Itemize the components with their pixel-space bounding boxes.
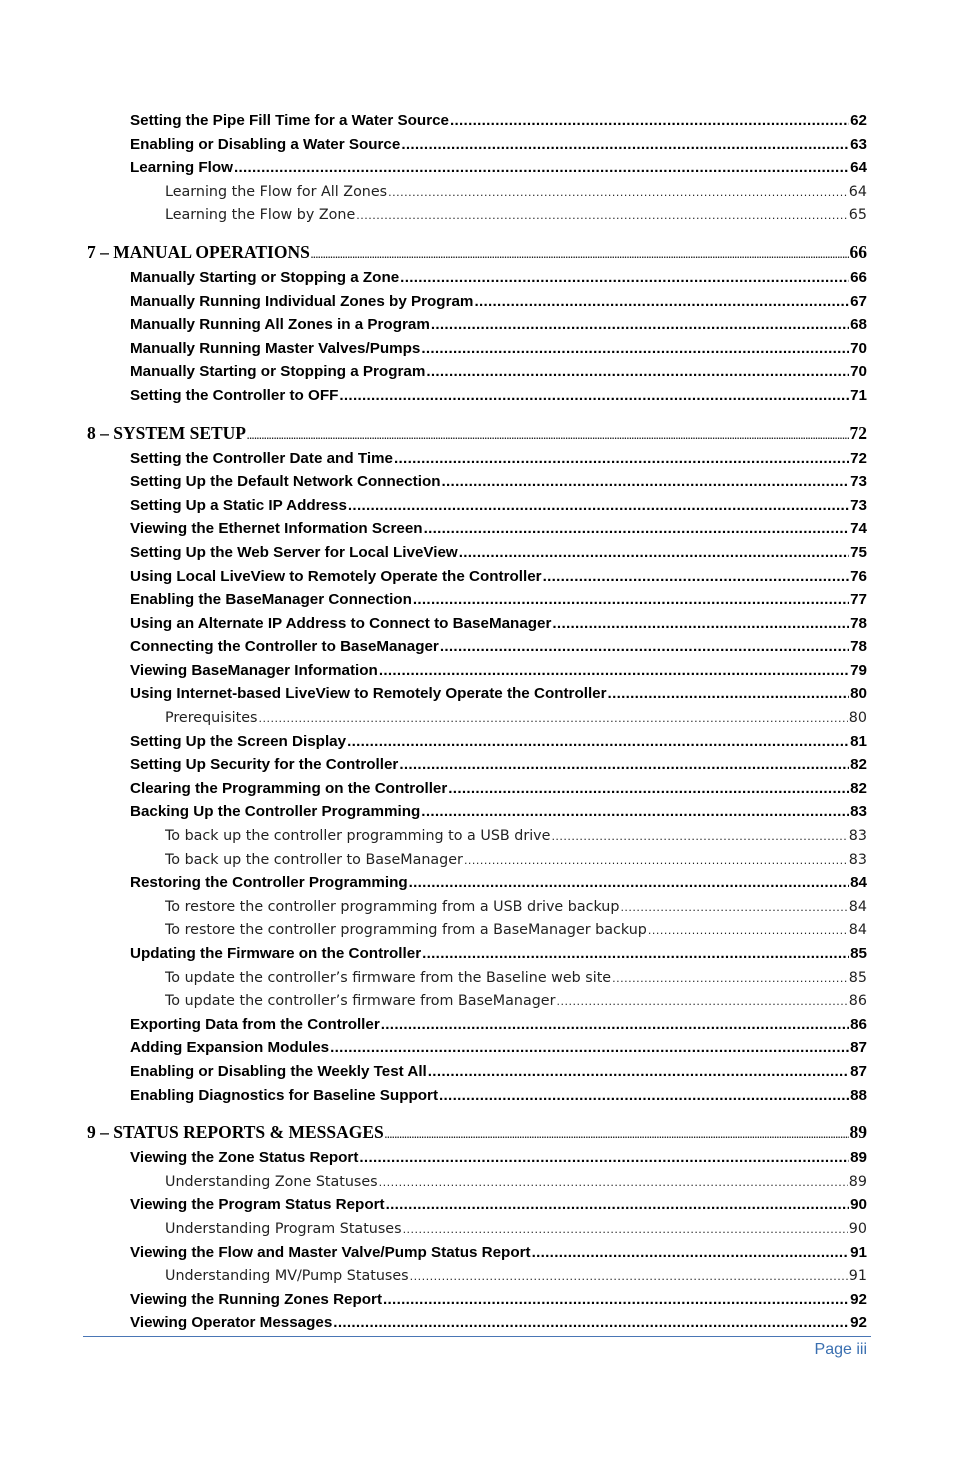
toc-entry-page: 88 [850, 1086, 867, 1104]
toc-section-entry[interactable] [0, 266, 954, 290]
toc-section-entry[interactable] [0, 1036, 954, 1060]
toc-entry-title: Manually Running All Zones in a Program [130, 316, 430, 334]
dot-leader [413, 589, 849, 611]
toc-entry-page: 92 [850, 1314, 867, 1332]
toc-subsection-entry[interactable] [0, 1217, 954, 1241]
toc-entry-page: 78 [850, 638, 867, 656]
toc-entry-page: 70 [850, 363, 867, 381]
toc-section-entry[interactable] [0, 565, 954, 589]
dot-leader [464, 850, 848, 872]
toc-entry-page: 73 [850, 496, 867, 514]
toc-entry-page: 72 [850, 449, 867, 467]
toc-entry-page: 84 [848, 898, 867, 915]
toc-entry-title: Enabling or Disabling a Water Source [130, 135, 401, 153]
toc-entry-title: Using an Alternate IP Address to Connect to BaseManager [130, 614, 552, 632]
toc-subsection-entry[interactable] [0, 895, 954, 919]
toc-entry-title: 8 – SYSTEM SETUP [87, 422, 246, 443]
toc-entry-page: 91 [848, 1268, 867, 1285]
toc-entry-title: Setting Up the Screen Display [130, 732, 347, 750]
toc-entry-page: 79 [850, 661, 867, 679]
toc-entry-page: 89 [848, 1173, 867, 1190]
toc-section-entry[interactable] [0, 109, 954, 133]
toc-entry-page: 80 [850, 685, 867, 703]
toc-entry-page: 66 [849, 241, 867, 262]
toc-entry-title: Setting Up a Static IP Address [130, 496, 347, 514]
dot-leader [421, 801, 849, 823]
toc-entry-title: Adding Expansion Modules [130, 1039, 330, 1057]
toc-section-entry[interactable] [0, 1311, 954, 1335]
dot-leader [450, 110, 849, 132]
toc-entry-page: 86 [848, 993, 867, 1010]
dot-leader [439, 1085, 849, 1107]
toc-entry-page: 84 [850, 874, 867, 892]
toc-subsection-entry[interactable] [0, 848, 954, 872]
toc-section-entry[interactable] [0, 156, 954, 180]
toc-entry-title: Backing Up the Controller Programming [130, 803, 421, 821]
toc-entry-title: Viewing the Running Zones Report [130, 1290, 383, 1308]
dot-leader [612, 968, 848, 990]
dot-leader [532, 1242, 850, 1264]
toc-entry-page: 83 [848, 851, 867, 868]
toc-entry-title: Restoring the Controller Programming [130, 874, 408, 892]
toc-chapter-heading[interactable] [0, 240, 954, 266]
toc-section-entry[interactable] [0, 447, 954, 471]
toc-entry-page: 76 [850, 567, 867, 585]
toc-entry-page: 83 [850, 803, 867, 821]
toc-section-entry[interactable] [0, 337, 954, 361]
dot-leader [379, 1172, 848, 1194]
dot-leader [401, 134, 849, 156]
toc-entry-page: 74 [850, 520, 867, 538]
table-of-contents [0, 109, 954, 1335]
toc-entry-page: 91 [850, 1243, 867, 1261]
dot-leader [543, 566, 850, 588]
toc-entry-page: 82 [850, 779, 867, 797]
toc-entry-title: Manually Starting or Stopping a Zone [130, 268, 400, 286]
toc-entry-page: 81 [850, 732, 867, 750]
toc-entry-title: To restore the controller programming from a USB drive backup [165, 898, 620, 915]
toc-entry-title: Understanding Zone Statuses [165, 1173, 378, 1190]
dot-leader [442, 471, 850, 493]
toc-section-entry[interactable] [0, 800, 954, 824]
toc-section-entry[interactable] [0, 313, 954, 337]
dot-leader [379, 660, 849, 682]
toc-entry-title: Prerequisites [165, 710, 258, 727]
toc-entry-title: Setting Up Security for the Controller [130, 756, 399, 774]
toc-entry-page: 82 [850, 756, 867, 774]
toc-entry-title: To restore the controller programming from a BaseManager backup [165, 922, 647, 939]
toc-entry-title: Viewing BaseManager Information [130, 661, 378, 679]
dot-leader [258, 708, 847, 730]
toc-entry-title: Connecting the Controller to BaseManager [130, 638, 439, 656]
toc-entry-page: 67 [850, 292, 867, 310]
toc-section-entry[interactable] [0, 1193, 954, 1217]
toc-section-entry[interactable] [0, 588, 954, 612]
toc-section-entry[interactable] [0, 1146, 954, 1170]
dot-leader [410, 1266, 848, 1288]
toc-subsection-entry[interactable] [0, 989, 954, 1013]
toc-entry-title: Using Local LiveView to Remotely Operate the Controller [130, 567, 542, 585]
dot-leader [386, 1194, 850, 1216]
dot-leader [421, 338, 849, 360]
toc-section-entry[interactable] [0, 753, 954, 777]
toc-subsection-entry[interactable] [0, 918, 954, 942]
toc-entry-title: Setting the Pipe Fill Time for a Water Source [130, 112, 449, 129]
dot-leader [400, 267, 849, 289]
toc-entry-page: 92 [850, 1290, 867, 1308]
toc-entry-page: 75 [850, 543, 867, 561]
toc-entry-page: 71 [850, 386, 867, 404]
toc-entry-page: 77 [850, 591, 867, 609]
toc-section-entry[interactable] [0, 1241, 954, 1265]
dot-leader [381, 1014, 849, 1036]
toc-entry-title: Viewing Operator Messages [130, 1314, 333, 1332]
toc-section-entry[interactable] [0, 133, 954, 157]
toc-subsection-entry[interactable] [0, 1264, 954, 1288]
toc-section-entry[interactable] [0, 1060, 954, 1084]
dot-leader [648, 920, 848, 942]
toc-entry-title: Viewing the Program Status Report [130, 1196, 385, 1214]
toc-entry-title: To back up the controller to BaseManager [165, 851, 463, 868]
dot-leader [431, 314, 849, 336]
dot-leader [394, 448, 849, 470]
toc-entry-page: 84 [848, 922, 867, 939]
dot-leader [333, 1312, 849, 1334]
toc-section-entry[interactable] [0, 1013, 954, 1037]
toc-entry-page: 86 [850, 1015, 867, 1033]
toc-section-entry[interactable] [0, 730, 954, 754]
dot-leader [551, 826, 847, 848]
toc-entry-page: 87 [850, 1039, 867, 1057]
toc-entry-title: Setting the Controller to OFF [130, 386, 339, 404]
toc-entry-page: 83 [848, 828, 867, 845]
toc-entry-title: Manually Running Individual Zones by Program [130, 292, 474, 310]
toc-entry-title: Learning the Flow for All Zones [165, 183, 388, 200]
toc-subsection-entry[interactable] [0, 1170, 954, 1194]
toc-section-entry[interactable] [0, 659, 954, 683]
toc-subsection-entry[interactable] [0, 180, 954, 204]
toc-section-entry[interactable] [0, 1288, 954, 1312]
dot-leader [459, 542, 849, 564]
toc-subsection-entry[interactable] [0, 966, 954, 990]
toc-entry-title: Understanding MV/Pump Statuses [165, 1268, 409, 1285]
toc-entry-page: 65 [848, 207, 867, 224]
toc-section-entry[interactable] [0, 470, 954, 494]
toc-section-entry[interactable] [0, 290, 954, 314]
toc-entry-page: 78 [850, 614, 867, 632]
dot-leader [474, 291, 849, 313]
dot-leader [409, 872, 849, 894]
toc-section-entry[interactable] [0, 360, 954, 384]
toc-entry-page: 63 [850, 135, 867, 153]
toc-entry-title: To back up the controller programming to a USB drive [165, 828, 551, 845]
dot-leader [422, 943, 849, 965]
toc-entry-title: Enabling the BaseManager Connection [130, 591, 412, 609]
dot-leader [556, 991, 847, 1013]
toc-entry-title: Learning Flow [130, 159, 233, 177]
toc-section-entry[interactable] [0, 635, 954, 659]
toc-entry-page: 68 [850, 316, 867, 334]
toc-entry-page: 66 [850, 268, 867, 286]
toc-section-entry[interactable] [0, 777, 954, 801]
toc-entry-title: To update the controller’s firmware from the Baseline web site [165, 969, 612, 986]
toc-entry-page: 87 [850, 1062, 867, 1080]
toc-entry-page: 80 [848, 710, 867, 727]
toc-section-entry[interactable] [0, 541, 954, 565]
toc-entry-page: 64 [848, 183, 867, 200]
dot-leader [620, 897, 847, 919]
dot-leader [339, 385, 849, 407]
toc-entry-title: Manually Running Master Valves/Pumps [130, 339, 421, 357]
toc-chapter-heading[interactable] [0, 421, 954, 447]
toc-section-entry[interactable] [0, 1084, 954, 1108]
toc-section-entry[interactable] [0, 494, 954, 518]
toc-section-entry[interactable] [0, 682, 954, 706]
toc-entry-title: 7 – MANUAL OPERATIONS [87, 241, 310, 262]
toc-entry-title: 9 – STATUS REPORTS & MESSAGES [87, 1122, 384, 1143]
toc-entry-page: 85 [850, 945, 867, 962]
dot-leader [403, 1219, 848, 1241]
toc-entry-title: Understanding Program Statuses [165, 1220, 402, 1237]
toc-entry-title: To update the controller’s firmware from BaseManager [165, 993, 556, 1010]
dot-leader [359, 1147, 849, 1169]
toc-subsection-entry[interactable] [0, 203, 954, 227]
dot-leader [385, 1123, 849, 1147]
dot-leader [399, 754, 849, 776]
dot-leader [608, 683, 850, 705]
toc-entry-page: 64 [850, 159, 867, 177]
dot-leader [234, 157, 849, 179]
dot-leader [424, 518, 850, 540]
toc-entry-page: 70 [850, 339, 867, 357]
page-number: Page iii [814, 1341, 867, 1358]
toc-subsection-entry[interactable] [0, 824, 954, 848]
toc-entry-title: Setting Up the Web Server for Local LiveView [130, 543, 458, 561]
toc-entry-title: Manually Starting or Stopping a Program [130, 363, 426, 381]
toc-entry-page: 72 [849, 422, 867, 443]
toc-entry-title: Setting Up the Default Network Connection [130, 473, 441, 491]
dot-leader [388, 182, 848, 204]
toc-section-entry[interactable] [0, 942, 954, 966]
toc-entry-title: Enabling Diagnostics for Baseline Support [130, 1086, 439, 1104]
toc-entry-title: Viewing the Flow and Master Valve/Pump Status Report [130, 1243, 531, 1261]
toc-entry-title: Viewing the Ethernet Information Screen [130, 520, 423, 538]
toc-entry-title: Updating the Firmware on the Controller [130, 945, 422, 962]
toc-entry-page: 62 [850, 112, 867, 129]
toc-entry-title: Setting the Controller Date and Time [130, 449, 394, 467]
toc-entry-title: Using Internet-based LiveView to Remotely Operate the Controller [130, 685, 607, 703]
toc-section-entry[interactable] [0, 517, 954, 541]
toc-entry-page: 89 [849, 1122, 867, 1143]
dot-leader [552, 613, 849, 635]
toc-chapter-heading[interactable] [0, 1120, 954, 1146]
toc-subsection-entry[interactable] [0, 706, 954, 730]
dot-leader [330, 1037, 849, 1059]
footer-divider [83, 1336, 871, 1337]
toc-entry-title: Viewing the Zone Status Report [130, 1149, 359, 1167]
dot-leader [348, 495, 849, 517]
dot-leader [426, 361, 849, 383]
dot-leader [347, 731, 849, 753]
toc-entry-title: Clearing the Programming on the Controller [130, 779, 448, 797]
dot-leader [356, 205, 848, 227]
dot-leader [311, 243, 849, 267]
toc-entry-title: Exporting Data from the Controller [130, 1015, 380, 1033]
dot-leader [428, 1061, 849, 1083]
toc-entry-title: Learning the Flow by Zone [165, 207, 356, 224]
toc-entry-page: 73 [850, 473, 867, 491]
dot-leader [247, 424, 849, 448]
toc-section-entry[interactable] [0, 871, 954, 895]
toc-entry-page: 89 [850, 1149, 867, 1167]
toc-entry-title: Enabling or Disabling the Weekly Test All [130, 1062, 427, 1080]
toc-section-entry[interactable] [0, 612, 954, 636]
dot-leader [440, 636, 849, 658]
dot-leader [383, 1289, 849, 1311]
dot-leader [448, 778, 849, 800]
toc-entry-page: 90 [848, 1220, 867, 1237]
toc-entry-page: 90 [850, 1196, 867, 1214]
toc-entry-page: 85 [848, 969, 867, 986]
toc-section-entry[interactable] [0, 384, 954, 408]
